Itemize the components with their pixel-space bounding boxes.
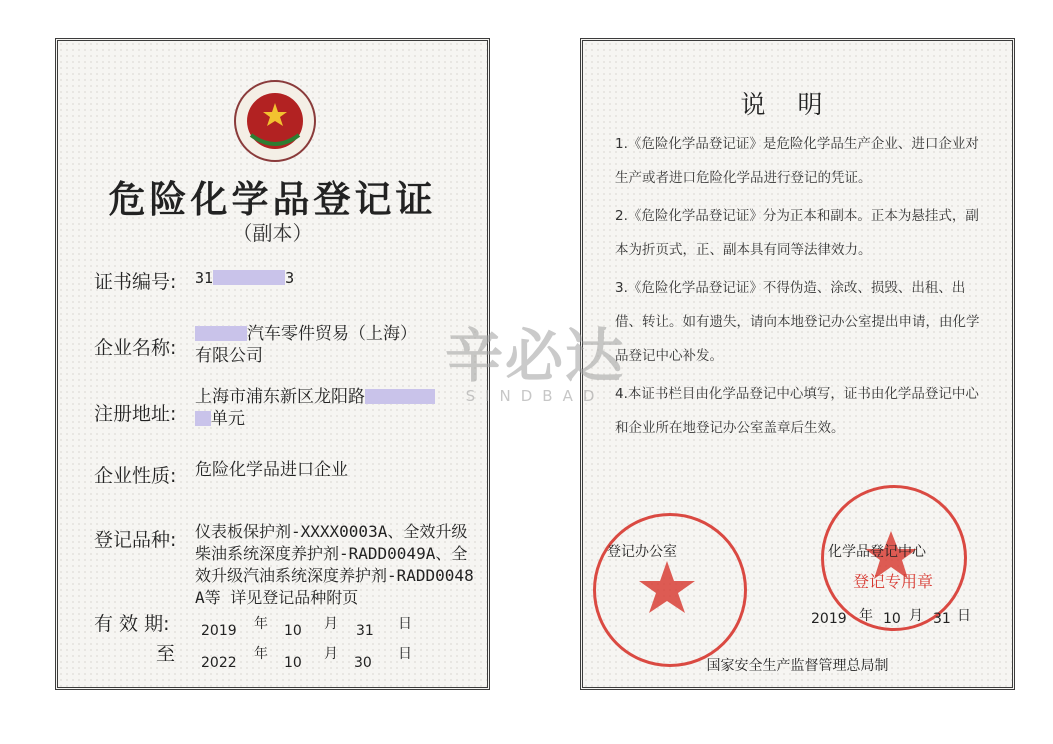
varieties-value: 仪表板保护剂-XXXX0003A、全效升级柴油系统深度养护剂-RADD0049A、全效升级汽油系统深度养护剂-RADD0048A等 详见登记品种附页 [195, 522, 474, 607]
watermark [430, 322, 640, 405]
to-day: 30 [354, 655, 372, 671]
validity-label: 有 效 期: [94, 613, 170, 635]
from-year: 2019 [201, 623, 237, 639]
redaction-mark [195, 411, 211, 426]
month-unit: 月 [324, 616, 338, 632]
office-seal [593, 513, 747, 667]
instruction-note-1: 1.《危险化学品登记证》是危险化学品生产企业、进口企业对生产或者进口危险化学品进行登记的凭证。 [615, 136, 979, 186]
redaction-mark [195, 326, 247, 341]
company-name-label: 企业名称: [94, 337, 177, 359]
to-year: 2022 [201, 655, 237, 671]
year-unit: 年 [254, 646, 268, 662]
center-label: 化学品登记中心 [828, 544, 926, 560]
instruction-note-4: 4.本证书栏目由化学品登记中心填写，证书由化学品登记中心和企业所在地登记办公室盖章后生效。 [615, 386, 979, 436]
to-month: 10 [284, 655, 302, 671]
from-month: 10 [284, 623, 302, 639]
year-unit: 年 [254, 616, 268, 632]
cert-no-value: 31 3 [195, 269, 295, 287]
to-label: 至 [156, 643, 176, 665]
instruction-note-2: 2.《危险化学品登记证》分为正本和副本。正本为悬挂式，副本为折页式，正、副本具有同等法律效力。 [615, 208, 979, 258]
redaction-mark [365, 389, 435, 404]
instructions-title: 说明 [740, 90, 855, 119]
watermark-cn: 辛必达 [444, 322, 625, 390]
star-icon [593, 513, 741, 661]
issue-month: 10 [883, 611, 901, 627]
enterprise-nature-value: 危险化学品进口企业 [195, 460, 348, 480]
day-unit: 日 [398, 616, 412, 632]
month-unit: 月 [909, 608, 923, 624]
certificate-subtitle: （副本） [232, 221, 313, 245]
issue-year: 2019 [811, 611, 847, 627]
company-name-value: 汽车零件贸易（上海） 有限公司 [195, 324, 417, 366]
redaction-mark [213, 270, 285, 285]
varieties-label: 登记品种: [94, 529, 177, 551]
seal-inner-text: 登记专用章 [853, 572, 934, 591]
issue-day: 31 [933, 611, 951, 627]
office-label: 登记办公室 [607, 544, 677, 560]
from-day: 31 [356, 623, 374, 639]
day-unit: 日 [957, 608, 971, 624]
address-label: 注册地址: [94, 403, 177, 425]
certificate-title: 危险化学品登记证 [108, 178, 437, 221]
certificate-copy-page [55, 38, 490, 690]
cert-no-label: 证书编号: [94, 271, 177, 293]
national-emblem-icon [233, 79, 317, 163]
enterprise-nature-label: 企业性质: [94, 465, 177, 487]
address-value: 上海市浦东新区龙阳路 单元 [195, 386, 435, 430]
year-unit: 年 [859, 608, 873, 624]
watermark-en: SINDBAD [465, 387, 605, 405]
instruction-note-3: 3.《危险化学品登记证》不得伪造、涂改、损毁、出租、出借、转让。如有遗失，请向本地登记办公室提出申请，由化学品登记中心补发。 [615, 280, 980, 364]
issuer-footer: 国家安全生产监督管理总局制 [706, 658, 889, 674]
month-unit: 月 [324, 646, 338, 662]
instructions-page [580, 38, 1015, 690]
day-unit: 日 [398, 646, 412, 662]
